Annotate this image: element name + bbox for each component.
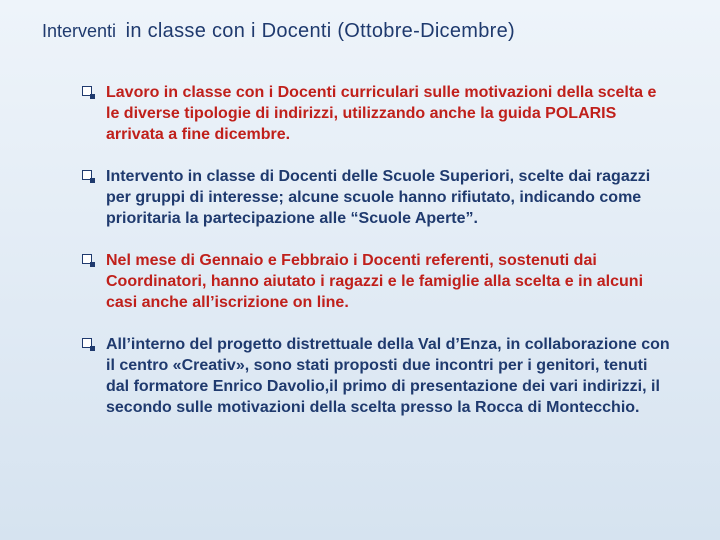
bullet-item-1 bbox=[82, 82, 672, 145]
checkbox-bullet-icon bbox=[82, 86, 92, 96]
bullet-item-3 bbox=[82, 250, 672, 313]
checkbox-bullet-icon bbox=[82, 338, 92, 348]
slide-title bbox=[42, 20, 702, 43]
slide-title-rest: in classe con i Docenti (Ottobre-Dicembre) bbox=[125, 20, 516, 42]
bullet-text-4: All’interno del progetto distrettuale della Val d’Enza, in collaborazione con il centro «Creativ», sono stati proposti due incontri per i genitori, tenuti dal formatore Enrico Davolio,il primo di presentazione dei vari indirizzi, il secondo sulle motivazioni della scelta presso la Rocca di Montecchio. bbox=[106, 336, 670, 416]
bullet-text-1: Lavoro in classe con i Docenti curriculari sulle motivazioni della scelta e le diverse tipologie di indirizzi, utilizzando anche la guida POLARIS arrivata a fine dicembre. bbox=[106, 84, 657, 143]
bullet-text-2: Intervento in classe di Docenti delle Scuole Superiori, scelte dai ragazzi per gruppi di interesse; alcune scuole hanno rifiutato, indicando come prioritaria la partecipazione alle “Scuole Aperte”. bbox=[106, 168, 651, 227]
bullet-text-3: Nel mese di Gennaio e Febbraio i Docenti referenti, sostenuti dai Coordinatori, hanno aiutato i ragazzi e le famiglie alla scelta e in alcuni casi anche all’iscrizione on line. bbox=[106, 252, 644, 311]
bullet-list bbox=[82, 82, 672, 418]
checkbox-bullet-icon bbox=[82, 254, 92, 264]
checkbox-bullet-icon bbox=[82, 170, 92, 180]
slide-title-lead: Interventi bbox=[42, 21, 117, 41]
bullet-item-2 bbox=[82, 166, 672, 229]
bullet-item-4 bbox=[82, 334, 672, 418]
